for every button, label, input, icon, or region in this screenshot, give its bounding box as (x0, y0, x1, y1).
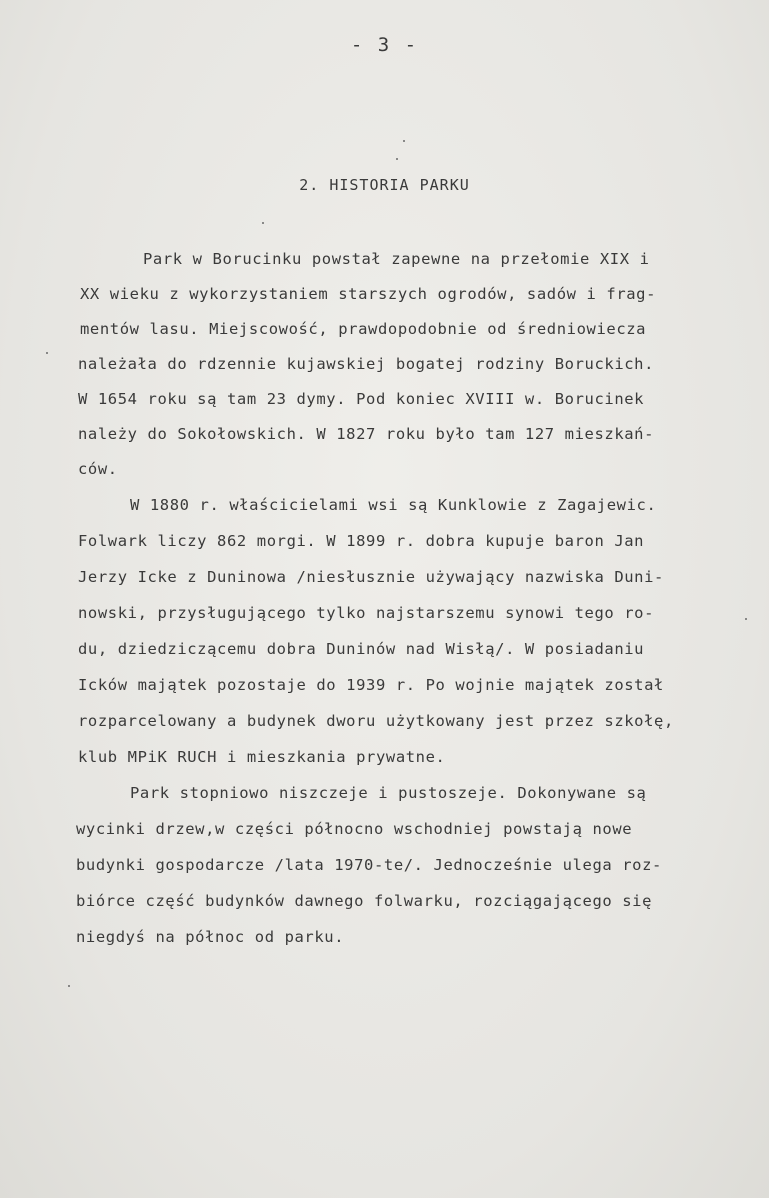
text-line: W 1880 r. właścicielami wsi są Kunklowie z Zagajewic. (130, 496, 657, 514)
text-line: wycinki drzew,w części północno wschodniej powstają nowe (76, 820, 633, 838)
text-line: Icków majątek pozostaje do 1939 r. Po wojnie majątek został (78, 676, 664, 694)
text-line: mentów lasu. Miejscowość, prawdopodobnie od średniowiecza (80, 320, 647, 338)
text-line: należała do rdzennie kujawskiej bogatej rodziny Boruckich. (78, 355, 655, 373)
text-line: biórce część budynków dawnego folwarku, rozciągającego się (76, 892, 653, 910)
text-line: du, dziedziczącemu dobra Duninów nad Wisłą/. W posiadaniu (78, 640, 645, 658)
text-line: nowski, przysługującego tylko najstarszemu synowi tego ro- (78, 604, 655, 622)
text-line: Jerzy Icke z Duninowa /niesłusznie używający nazwiska Duni- (78, 568, 664, 586)
dust-speck (262, 222, 264, 224)
text-line: niegdyś na północ od parku. (76, 928, 345, 946)
text-line: należy do Sokołowskich. W 1827 roku było tam 127 mieszkań- (78, 425, 655, 443)
dust-speck (396, 158, 398, 160)
text-line: Park w Borucinku powstał zapewne na przełomie XIX i (143, 250, 650, 268)
page-number: - 3 - (350, 34, 419, 56)
dust-speck (46, 352, 48, 354)
text-line: budynki gospodarcze /lata 1970-te/. Jednocześnie ulega roz- (76, 856, 662, 874)
section-heading: 2. HISTORIA PARKU (299, 176, 470, 194)
text-line: rozparcelowany a budynek dworu użytkowany jest przez szkołę, (78, 712, 674, 730)
text-line: XX wieku z wykorzystaniem starszych ogrodów, sadów i frag- (80, 285, 657, 303)
text-line: Park stopniowo niszczeje i pustoszeje. Dokonywane są (130, 784, 647, 802)
text-line: klub MPiK RUCH i mieszkania prywatne. (78, 748, 446, 766)
text-line: Folwark liczy 862 morgi. W 1899 r. dobra kupuje baron Jan (78, 532, 645, 550)
text-line: W 1654 roku są tam 23 dymy. Pod koniec XVIII w. Borucinek (78, 390, 645, 408)
text-line: ców. (78, 460, 118, 478)
dust-speck (68, 985, 70, 987)
dust-speck (403, 140, 405, 142)
dust-speck (745, 618, 747, 620)
